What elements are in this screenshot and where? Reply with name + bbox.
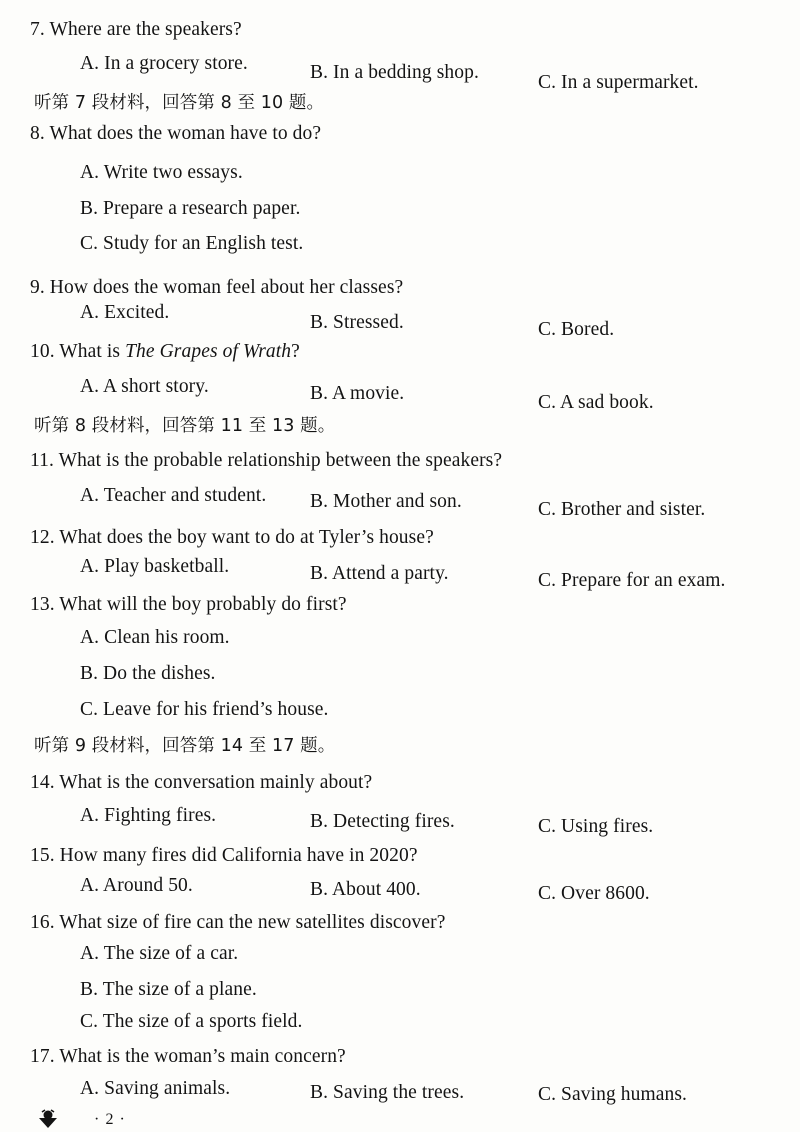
section-9-instruction: 听第 9 段材料，回答第 14 至 17 题。 (34, 736, 336, 756)
question-9-option-c: C. Bored. (538, 319, 615, 340)
question-15-option-c: C. Over 8600. (538, 883, 650, 904)
question-15-option-b: B. About 400. (310, 879, 421, 900)
question-8-option-b: B. Prepare a research paper. (80, 198, 301, 219)
question-17-option-b: B. Saving the trees. (310, 1082, 465, 1103)
question-8-prompt: 8. What does the woman have to do? (30, 123, 322, 144)
question-10-option-c: C. A sad book. (538, 392, 654, 413)
question-14-option-c: C. Using fires. (538, 816, 654, 837)
question-13-prompt: 13. What will the boy probably do first? (30, 594, 347, 615)
question-10-prompt-prefix: 10. What is (30, 341, 126, 362)
question-12-option-b: B. Attend a party. (310, 563, 449, 584)
question-7-option-a: A. In a grocery store. (80, 53, 248, 74)
question-13-option-b: B. Do the dishes. (80, 663, 216, 684)
question-9-option-a: A. Excited. (80, 302, 170, 323)
question-11-option-c: C. Brother and sister. (538, 499, 706, 520)
page-number: · 2 · (94, 1111, 125, 1128)
question-8-option-c: C. Study for an English test. (80, 233, 304, 254)
question-9-prompt: 9. How does the woman feel about her classes? (30, 277, 404, 298)
question-11-option-b: B. Mother and son. (310, 491, 462, 512)
question-17-prompt: 17. What is the woman’s main concern? (30, 1046, 346, 1067)
question-10-prompt-suffix: ? (291, 341, 300, 362)
question-12-option-c: C. Prepare for an exam. (538, 570, 726, 591)
question-12-option-a: A. Play basketball. (80, 556, 230, 577)
question-10-option-b: B. A movie. (310, 383, 405, 404)
section-8-instruction: 听第 8 段材料，回答第 11 至 13 题。 (34, 416, 336, 436)
question-15-prompt: 15. How many fires did California have in 2020? (30, 845, 418, 866)
question-17-option-a: A. Saving animals. (80, 1078, 231, 1099)
question-7-option-b: B. In a bedding shop. (310, 62, 479, 83)
question-14-option-b: B. Detecting fires. (310, 811, 455, 832)
question-11-prompt: 11. What is the probable relationship between the speakers? (30, 450, 503, 471)
question-14-option-a: A. Fighting fires. (80, 805, 217, 826)
question-9-option-b: B. Stressed. (310, 312, 404, 333)
question-16-option-a: A. The size of a car. (80, 943, 239, 964)
question-16-option-c: C. The size of a sports field. (80, 1011, 303, 1032)
publisher-logo-icon (36, 1108, 60, 1130)
question-14-prompt: 14. What is the conversation mainly about? (30, 772, 373, 793)
question-12-prompt: 12. What does the boy want to do at Tyler’s house? (30, 527, 434, 548)
question-16-prompt: 16. What size of fire can the new satellites discover? (30, 912, 446, 933)
question-10-option-a: A. A short story. (80, 376, 209, 397)
question-15-option-a: A. Around 50. (80, 875, 193, 896)
page-number-value: 2 (105, 1111, 114, 1128)
question-10-prompt (30, 342, 300, 362)
section-7-instruction: 听第 7 段材料，回答第 8 至 10 题。 (34, 93, 325, 113)
question-8-option-a: A. Write two essays. (80, 162, 243, 183)
question-17-option-c: C. Saving humans. (538, 1084, 688, 1105)
question-16-option-b: B. The size of a plane. (80, 979, 257, 1000)
question-10-book-title: The Grapes of Wrath (125, 341, 292, 362)
question-7-option-c: C. In a supermarket. (538, 72, 699, 93)
question-13-option-c: C. Leave for his friend’s house. (80, 699, 329, 720)
question-11-option-a: A. Teacher and student. (80, 485, 267, 506)
question-7-prompt: 7. Where are the speakers? (30, 19, 242, 40)
question-13-option-a: A. Clean his room. (80, 627, 230, 648)
